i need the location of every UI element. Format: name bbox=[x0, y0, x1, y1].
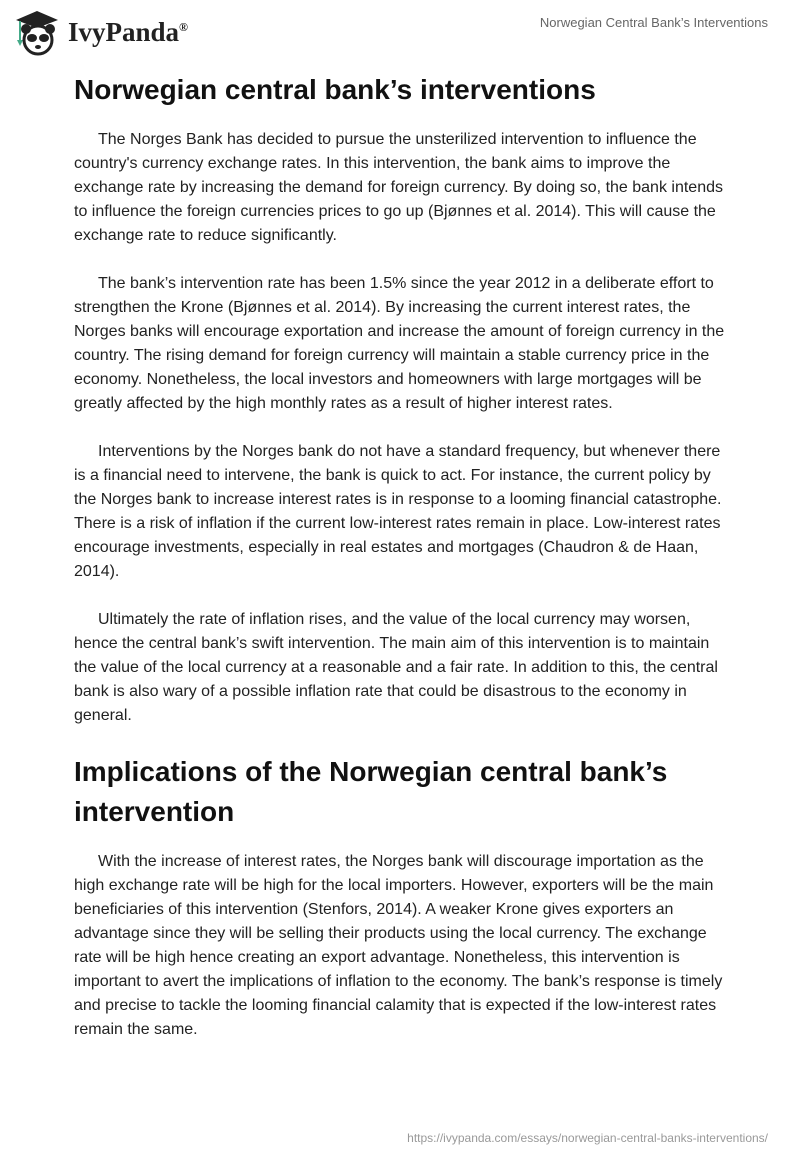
source-url-link[interactable]: https://ivypanda.com/essays/norwegian-central-banks-interventions/ bbox=[407, 1131, 768, 1145]
header bbox=[0, 0, 800, 60]
paragraph: Ultimately the rate of inflation rises, and the value of the local currency may worsen, hence the central bank’s swift intervention. The main aim of this intervention is to maintain the value of the local currency at a reasonable and a fair rate. In addition to this, the central bank is also wary of a possible inflation rate that could be disastrous to the economy in general. bbox=[74, 611, 718, 724]
section-heading: Norwegian central bank’s interventions bbox=[74, 74, 596, 105]
paragraph: The Norges Bank has decided to pursue the unsterilized intervention to influence the country's currency exchange rates. In this intervention, the bank aims to improve the exchange rate by increasing the demand for foreign currency. By doing so, the bank intends to influence the foreign currencies prices to go up (Bjønnes et al. 2014). This will cause the exchange rate to reduce significantly. bbox=[74, 131, 723, 244]
paragraph: With the increase of interest rates, the Norges bank will discourage importation as the high exchange rate will be high for the local importers. However, exporters will be the main beneficiaries of this intervention (Stenfors, 2014). A weaker Krone gives exporters an advantage since they will be selling their products using the local currency. The exchange rate will be high hence creating an export advantage. Nonetheless, this intervention is important to avert the implications of inflation to the economy. The bank’s response is timely and precise to tackle the looming financial calamity that is expected if the low-interest rates remain the same. bbox=[74, 853, 723, 1038]
ivypanda-logo[interactable] bbox=[12, 8, 188, 56]
paragraph: Interventions by the Norges bank do not have a standard frequency, but whenever there is a financial need to intervene, the bank is quick to act. For instance, the current policy by the Norges bank to increase interest rates is in response to a looming financial catastrophe. There is a risk of inflation if the current low-interest rates remain in place. Low-interest rates encourage investments, especially in real estates and mortgages (Chaudron & de Haan, 2014). bbox=[74, 443, 722, 580]
logo-text: IvyPanda® bbox=[68, 16, 189, 47]
document-title: Norwegian Central Bank’s Interventions bbox=[539, 15, 768, 30]
panda-graduate-icon bbox=[12, 8, 62, 56]
paragraph: The bank’s intervention rate has been 1.5% since the year 2012 in a deliberate effort to strengthen the Krone (Bjønnes et al. 2014). By increasing the current interest rates, the Norges banks will encourage exportation and increase the amount of foreign currency in the country. The rising demand for foreign currency will maintain a stable currency price in the economy. Nonetheless, the local investors and homeowners with large mortgages will be greatly affected by the high monthly rates as a result of higher interest rates. bbox=[74, 275, 725, 412]
section-heading: Implications of the Norwegian central bank’s intervention bbox=[74, 756, 668, 827]
article bbox=[74, 70, 730, 1066]
